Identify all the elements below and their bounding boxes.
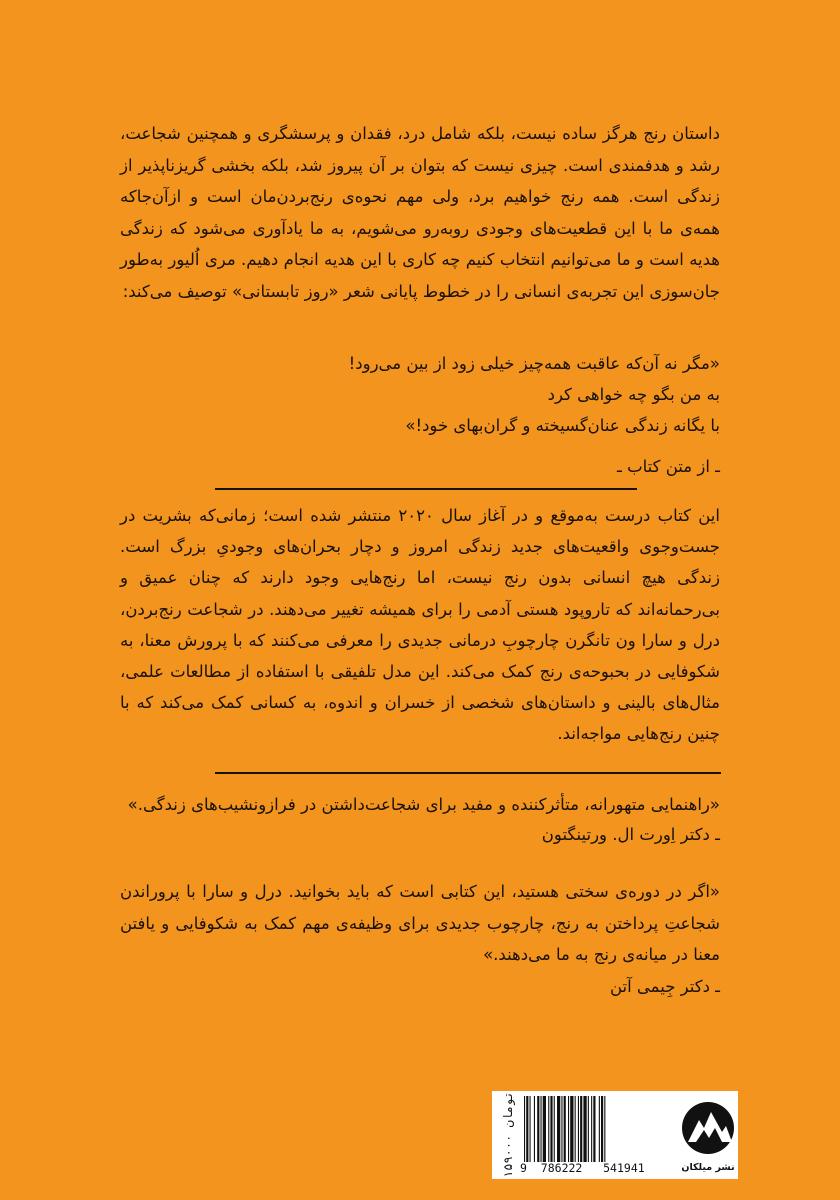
barcode-bar (554, 1096, 555, 1162)
isbn-number (520, 1161, 680, 1175)
barcode-bar (541, 1096, 542, 1162)
barcode-bar (591, 1096, 592, 1162)
barcode-bar (568, 1096, 569, 1162)
book-description: این کتاب درست به‌موقع و در آغاز سال ۲۰۲۰ منتشر شده است؛ زمانی‌که بشریت در جست‌وجوی واقعیت‌های جدید زندگی امروز و دچار بحران‌های وجودیِ بزرگ است. زندگی هیچ انسانی بدون رنج نیست، اما رنج‌هایی وجود دارند که چنان عمیق و بی‌رحمانه‌اند که تاروپود هستی آدمی را برای همیشه تغییر می‌دهند. در شجاعت رنج‌بردن، درل و سارا ون تانگرن چارچوبِ درمانی جدیدی را معرفی می‌کنند که با پرورش معنا، به شکوفایی در بحبوحه‌ی رنج کمک می‌کند. این مدل تلفیقی با استفاده از مطالعات علمی، مثال‌های بالینی و داستان‌های شخصی از خسران و اندوه، به کسانی کمک می‌کند که با چنین رنج‌هایی مواجه‌اند. (120, 506, 720, 744)
testimonial-quote: «راهنمایی متهورانه، متأثرکننده و مفید برای شجاعت‌داشتن در فرازونشیب‌های زندگی.» (127, 795, 720, 814)
testimonial (120, 876, 720, 1002)
barcode-bar (530, 1096, 531, 1162)
poem-line: با یگانه زندگی عنان‌گسیخته و گران‌بهای خود!» (405, 416, 720, 435)
isbn-prefix: 9 (520, 1161, 527, 1175)
barcode-bar (570, 1096, 573, 1162)
barcode-bar (604, 1096, 605, 1162)
barcode-bar (580, 1096, 582, 1162)
poem-line: به من بگو چه خواهی کرد (547, 385, 720, 404)
divider (215, 772, 721, 774)
price-label: ۱۵۹۰۰۰ تومان (501, 1091, 515, 1179)
barcode-bar (537, 1096, 539, 1162)
barcode-bar (526, 1096, 528, 1162)
barcode-bar (578, 1096, 579, 1162)
publisher-name: نشر میلکان (681, 1162, 735, 1173)
barcode-bar (575, 1096, 576, 1162)
barcode-bar (524, 1096, 525, 1162)
barcode-bar (557, 1096, 560, 1162)
barcode-bar (561, 1096, 562, 1162)
poem-source: ـ از متن کتاب ـ (617, 457, 720, 476)
barcode-bar (550, 1096, 552, 1162)
testimonial-quote: «اگر در دوره‌ی سختی هستید، این کتابی است که باید بخوانید. درل و سارا با پروراندن شجاعتِ پرداختن به رنج، چارچوب جدیدی برای وظیفه‌ی مهم کمک به شکوفایی و یافتن معنا در میانه‌ی رنج به ما می‌دهند.» (120, 882, 720, 964)
barcode-bar (588, 1096, 589, 1162)
barcode-bar (548, 1096, 549, 1162)
barcode-bar (583, 1096, 586, 1162)
poem-line: «مگر نه آن‌که عاقبت همه‌چیز خیلی زود از بین می‌رود! (348, 354, 720, 373)
intro-paragraph: داستان رنج هرگز ساده نیست، بلکه شامل درد، فقدان و پرسشگری و همچنین شجاعت، رشد و هدفمندی است. چیزی نیست که بتوان بر آن پیروز شد، بلکه بخشی گریزناپذیر از زندگی است. همه رنج خواهیم برد، ولی مهم نحوه‌ی رنج‌بردن‌مان است و ازآن‌جاکه همه‌ی ما با این قطعیت‌های وجودی روبه‌رو می‌شویم، به ما یادآوری می‌شود که زندگی هدیه است و ما می‌توانیم انتخاب کنیم چه کاری با این هدیه انجام دهیم. مری اُلیور به‌طور جان‌سوزی این تجربه‌ی انسانی را در خطوط پایانی شعر «روز تابستانی» توصیف می‌کند: (120, 124, 720, 301)
poem-quote (120, 348, 720, 441)
barcode-bar (543, 1096, 546, 1162)
mountain-logo-icon (682, 1098, 734, 1158)
barcode-bar (564, 1096, 566, 1162)
testimonial-author: ـ دکتر اِورت ال. ورتینگتون (541, 825, 720, 844)
isbn-group: 541941 (603, 1161, 645, 1175)
barcode-bar (599, 1096, 600, 1162)
isbn-group: 786222 (540, 1161, 583, 1175)
barcode-bar (601, 1096, 603, 1162)
testimonial-author: ـ دکتر جِیمی آتن (609, 976, 720, 996)
barcode-bar (593, 1096, 595, 1162)
barcode-bar (534, 1096, 535, 1162)
divider (215, 488, 637, 490)
testimonial (120, 790, 720, 850)
isbn-barcode (524, 1096, 674, 1162)
